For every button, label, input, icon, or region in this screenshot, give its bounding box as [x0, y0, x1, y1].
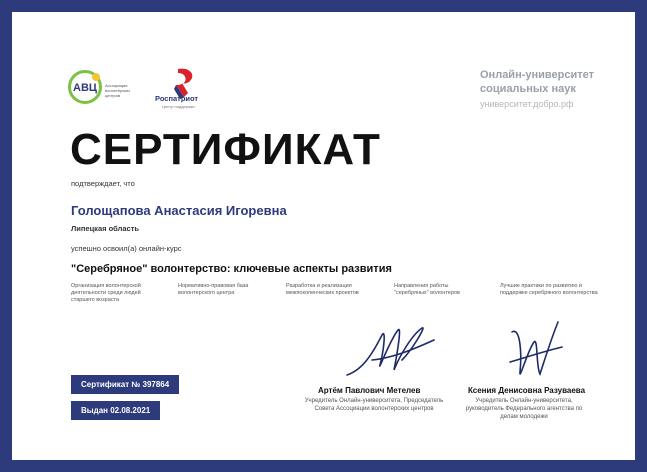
signature-metelev: [342, 320, 437, 385]
issue-date-badge: Выдан 02.08.2021: [71, 401, 160, 420]
rospatriot-name: Роспатриот: [155, 94, 199, 103]
signature-razuvaeva: [502, 312, 567, 387]
course-topic: Разработка и реализация межпоколенческих проектов: [286, 283, 359, 296]
svg-text:АВЦ: АВЦ: [73, 82, 97, 94]
course-title: "Серебряное" волонтерство: ключевые аспекты развития: [71, 263, 392, 275]
signer-name: Ксения Денисовна Разуваева: [468, 386, 586, 395]
rospatriot-subtitle: Центр поддержки: [162, 104, 195, 109]
certificate-title: СЕРТИФИКАТ: [70, 125, 381, 174]
signer-role: Учредитель Онлайн-университета, Председатель Совета Ассоциации волонтерских центров: [304, 398, 444, 412]
university-url: университет.добро.рф: [480, 99, 574, 109]
certificate-sheet: [12, 12, 635, 460]
course-topic: Направления работы "серебряных" волонтеров: [394, 283, 460, 296]
signer-name: Артём Павлович Метелев: [318, 386, 421, 395]
signer-role: Учредитель Онлайн-университета, руководитель Федерального агентства по делам молодежи: [465, 398, 583, 420]
recipient-region: Липецкая область: [71, 224, 139, 233]
course-topic: Организация волонтерской деятельности среди людей старшего возраста: [71, 283, 141, 303]
university-name-line2: социальных наук: [480, 83, 576, 95]
course-topic: Лучшие практики по развитию и поддержке серебряного волонтерства: [500, 283, 598, 296]
course-topic: Нормативно-правовая база волонтерского центра: [178, 283, 249, 296]
avc-logo-caption: Ассоциация волонтёрских центров: [105, 83, 131, 98]
avc-logo-icon: [67, 69, 103, 105]
university-name-line1: Онлайн-университет: [480, 69, 594, 81]
recipient-name: Голощапова Анастасия Игоревна: [71, 203, 287, 218]
mastered-text: успешно освоил(а) онлайн-курс: [71, 244, 182, 253]
certificate-number-badge: Сертификат № 397864: [71, 375, 179, 394]
confirms-text: подтверждает, что: [71, 179, 135, 188]
